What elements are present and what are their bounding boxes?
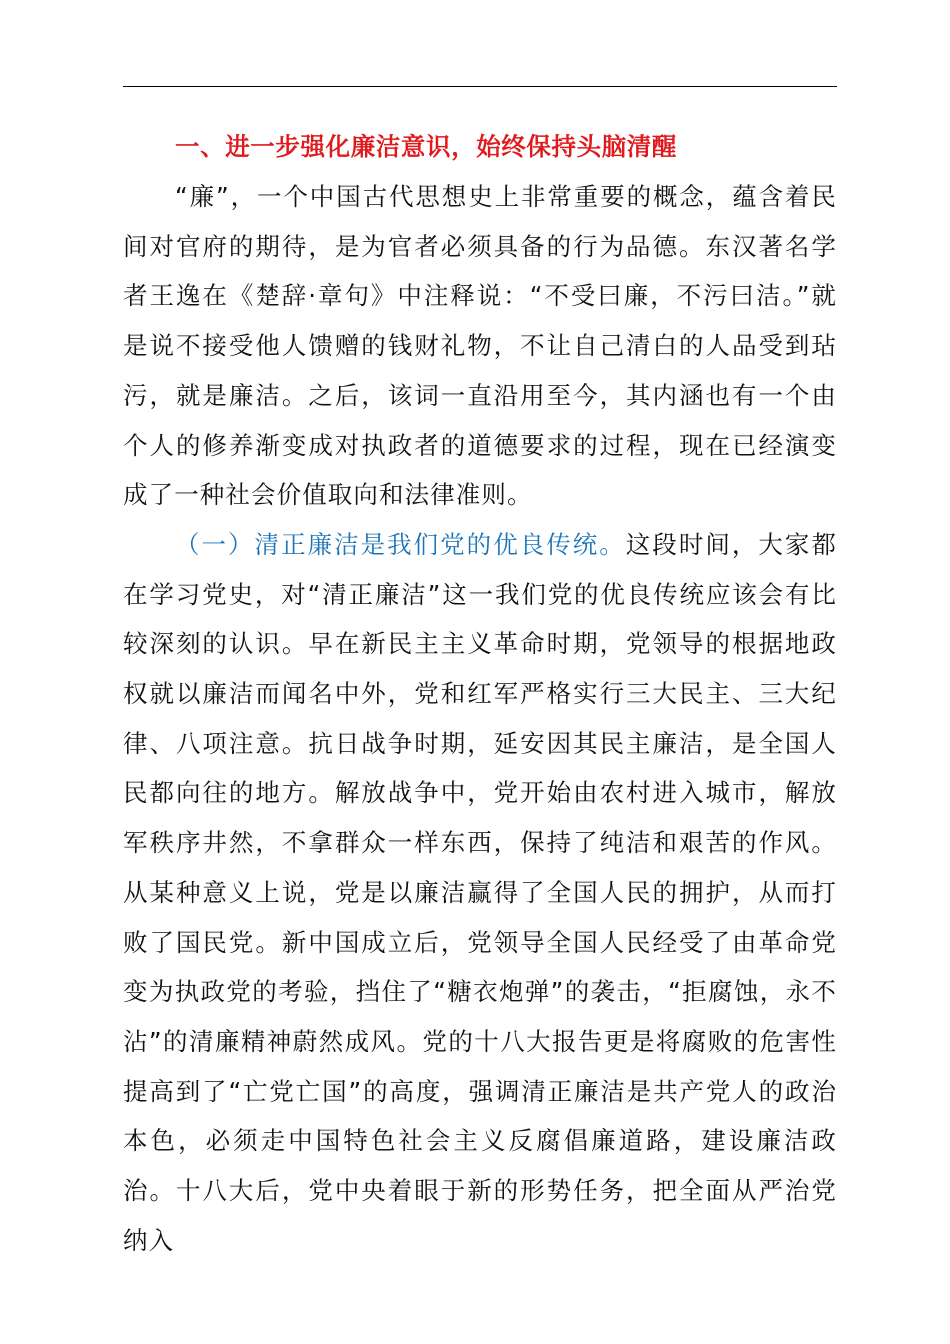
section-heading: 一、进一步强化廉洁意识，始终保持头脑清醒 <box>175 132 677 161</box>
subsection-heading: （一）清正廉洁是我们党的优良传统。 <box>175 529 626 559</box>
paragraph-party-tradition-text: 这段时间，大家都在学习党史，对“清正廉洁”这一我们党的优良传统应该会有比较深刻的认识。早在新民主主义革命时期，党领导的根据地政权就以廉洁而闻名中外，党和红军严格实行三大民主、三大纪律、八项注意。抗日战争时期，延安因其民主廉洁，是全国人民都向往的地方。解放战争中，党开始由农村进入城市，解放军秩序井然，不拿群众一样东西，保持了纯洁和艰苦的作风。从某种意义上说，党是以廉洁赢得了全国人民的拥护，从而打败了国民党。新中国成立后，党领导全国人民经受了由革命党变为执政党的考验，挡住了“糖衣炮弹”的袭击，“拒腐蚀，永不沾”的清廉精神蔚然成风。党的十八大报告更是将腐败的危害性提高到了“亡党亡国”的高度，强调清正廉洁是共产党人的政治本色，必须走中国特色社会主义反腐倡廉道路，建设廉洁政治。十八大后，党中央着眼于新的形势任务，把全面从严治党纳入 <box>123 529 837 1255</box>
document-body <box>123 122 837 1265</box>
header-rule <box>123 86 837 87</box>
paragraph-lian-definition: “廉”，一个中国古代思想史上非常重要的概念，蕴含着民间对官府的期待，是为官者必须具备的行为品德。东汉著名学者王逸在《楚辞·章句》中注释说：“不受曰廉，不污曰洁。”就是说不接受他人馈赠的钱财礼物，不让自己清白的人品受到玷污，就是廉洁。之后，该词一直沿用至今，其内涵也有一个由个人的修养渐变成对执政者的道德要求的过程，现在已经演变成了一种社会价值取向和法律准则。 <box>123 182 837 510</box>
paragraph-party-tradition <box>123 520 837 1266</box>
